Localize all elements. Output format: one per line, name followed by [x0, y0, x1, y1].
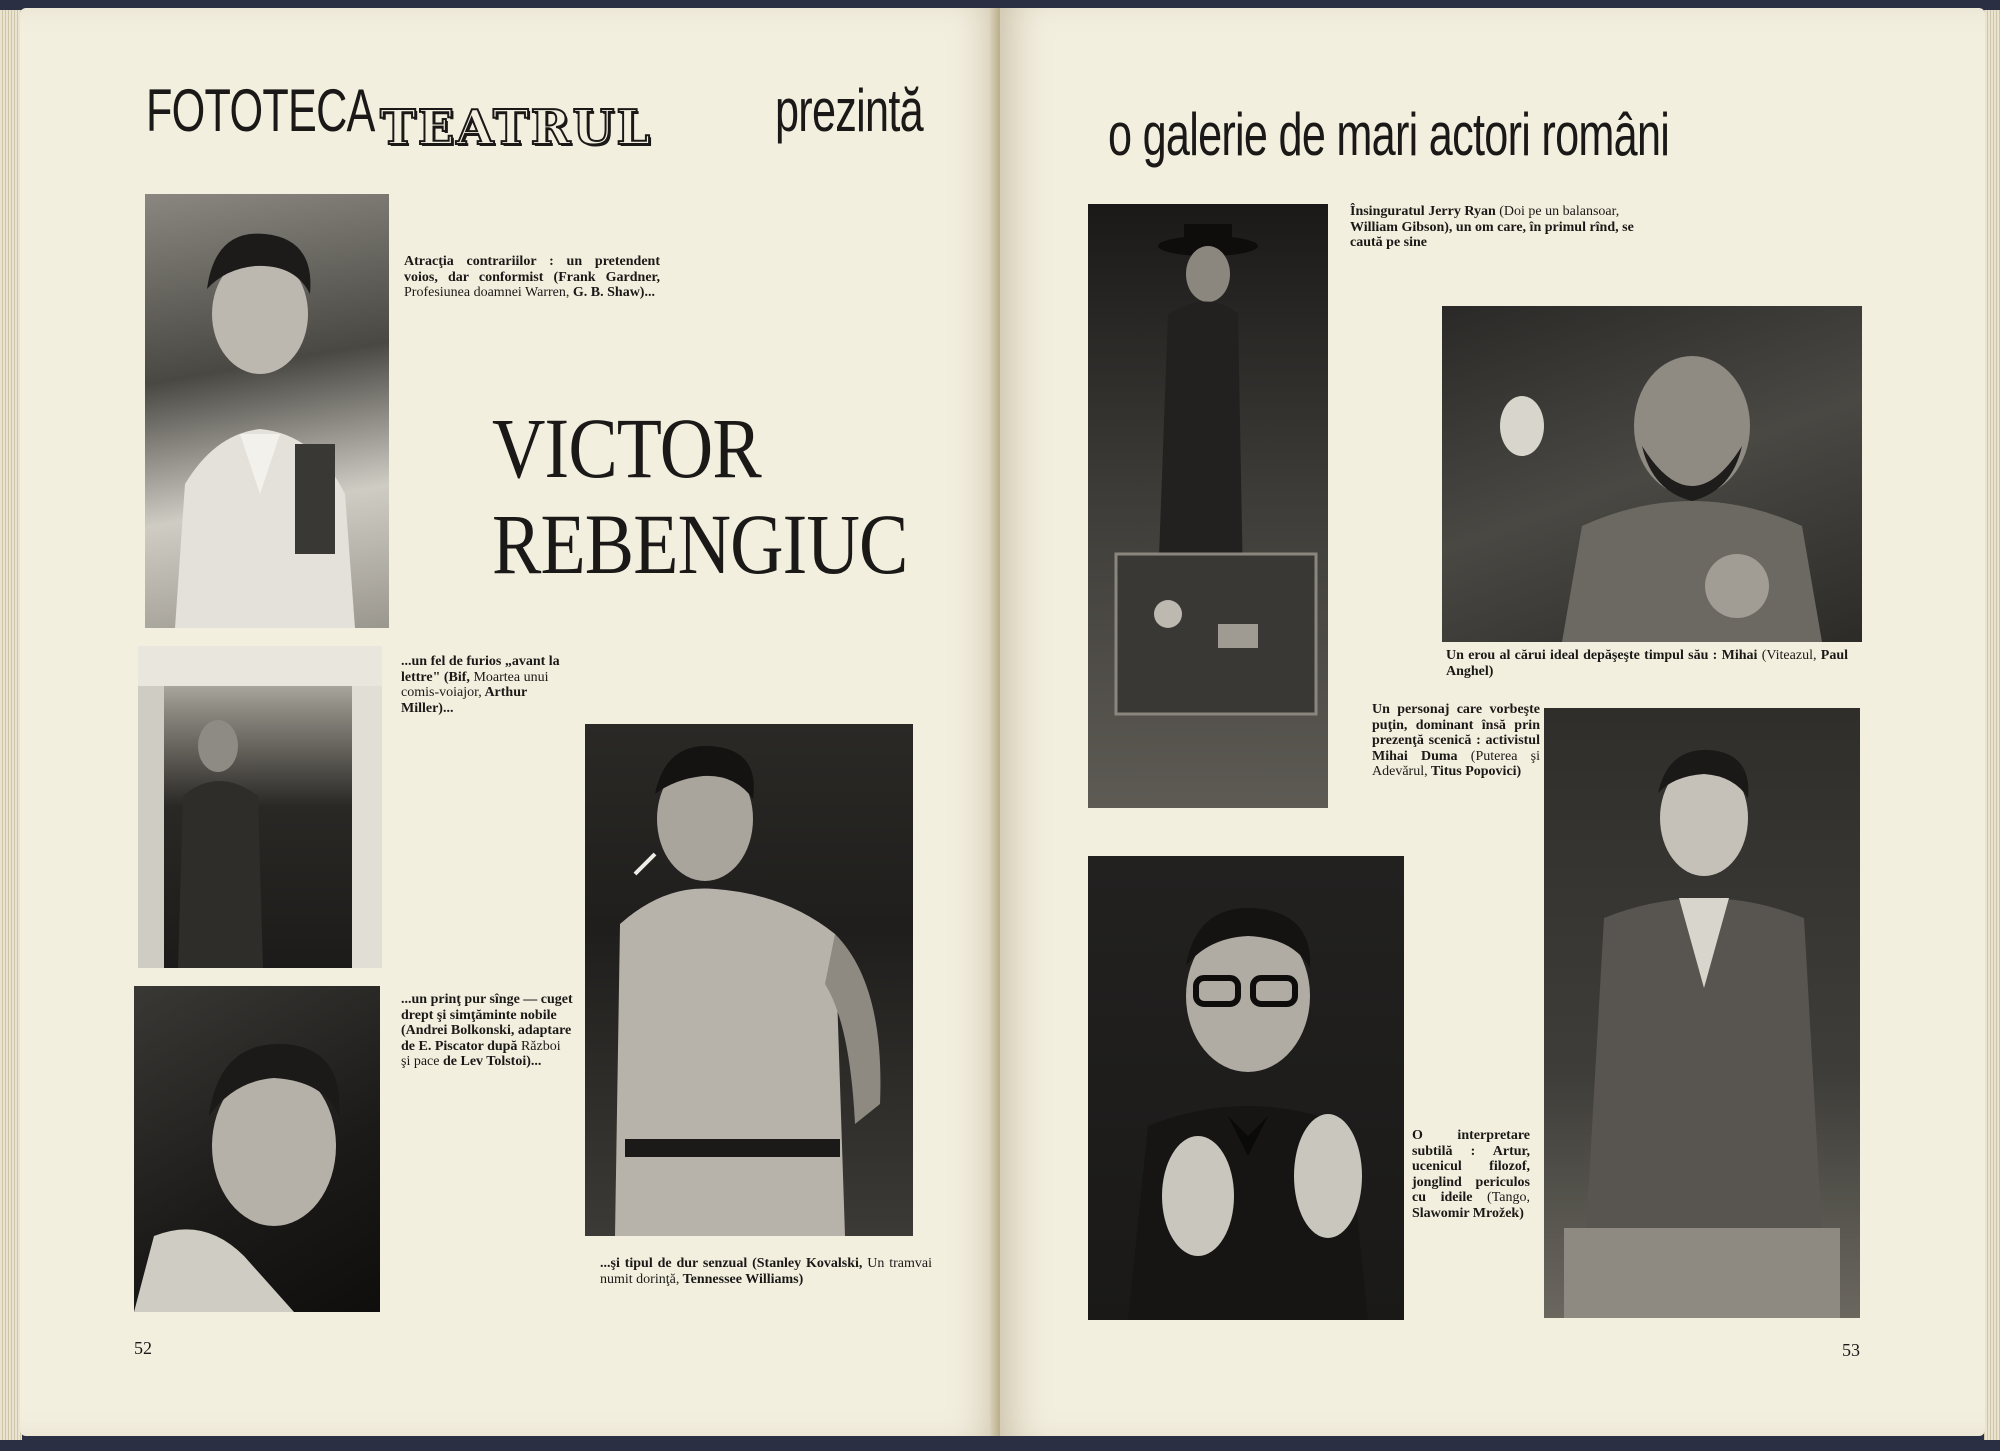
left-page [20, 8, 1000, 1436]
ryan-hat-suitcase-figure [1088, 204, 1328, 808]
doorway-bif-figure [138, 646, 382, 968]
artur-glasses-figure [1088, 856, 1404, 1320]
portrait-bolkonski-photo [134, 986, 380, 1312]
caption-ryan: Însinguratul Jerry Ryan (Doi pe un balansoar, William Gibson), un om care, în primul rînd, se caută pe sine [1350, 204, 1634, 250]
page-number-right: 53 [1842, 1340, 1860, 1360]
mihai-bearded-photo [1442, 306, 1862, 642]
page-edges-right [1984, 10, 2000, 1440]
actor-name-line1: VICTOR [492, 400, 761, 496]
caption-artur: O interpretare subtilă : Artur, ucenicul filozof, jonglind periculos cu ideile (Tango, Slawomir Mrožek) [1412, 1128, 1530, 1221]
page-edges-left [0, 10, 22, 1440]
artur-glasses-photo [1088, 856, 1404, 1320]
caption-duma: Un personaj care vorbeşte puţin, dominant însă prin prezenţă scenică : activistul Mihai Duma (Puterea şi Adevărul, Titus Popovici) [1372, 702, 1541, 779]
caption-kovalski: ...şi tipul de dur senzual (Stanley Kovalski, Un tramvai numit dorinţă, Tennessee Williams) [600, 1256, 932, 1287]
duma-suit-figure [1544, 708, 1860, 1318]
header-word-prezinta: prezintă [775, 77, 923, 144]
portrait-gardner-figure [145, 194, 389, 628]
portrait-bolkonski-figure [134, 986, 380, 1312]
page-number-left: 52 [134, 1338, 152, 1358]
ryan-hat-suitcase-photo [1088, 204, 1328, 808]
caption-bif: ...un fel de furios „avant la lettre" (Bif, Moartea unui comis-voiajor, Arthur Miller)... [401, 654, 560, 716]
actor-name-line2: REBENGIUC [492, 496, 908, 592]
portrait-gardner-photo [145, 194, 389, 628]
caption-mihai: Un erou al cărui ideal depăşeşte timpul său : Mihai (Viteazul, Paul Anghel) [1446, 648, 1848, 679]
header-title: o galerie de mari actori români [1108, 101, 1670, 168]
masthead-teatrul: TEATRUL [380, 100, 653, 156]
kovalski-cigarette-photo [585, 724, 913, 1236]
header-word-fototeca: FOTOTECA [146, 77, 375, 144]
kovalski-cigarette-figure [585, 724, 913, 1236]
right-page [1000, 8, 1985, 1436]
caption-gardner: Atracţia contrariilor : un pretendent voios, dar conformist (Frank Gardner, Profesiunea doamnei Warren, G. B. Shaw)... [404, 254, 660, 300]
caption-bolkonski: ...un prinţ pur sînge — cuget drept şi simţăminte nobile (Andrei Bolkonski, adaptare de E. Piscator după Război şi pace de Lev Tolstoi)... [401, 992, 573, 1069]
doorway-bif-photo [138, 646, 382, 968]
duma-suit-photo [1544, 708, 1860, 1318]
mihai-bearded-figure [1442, 306, 1862, 642]
